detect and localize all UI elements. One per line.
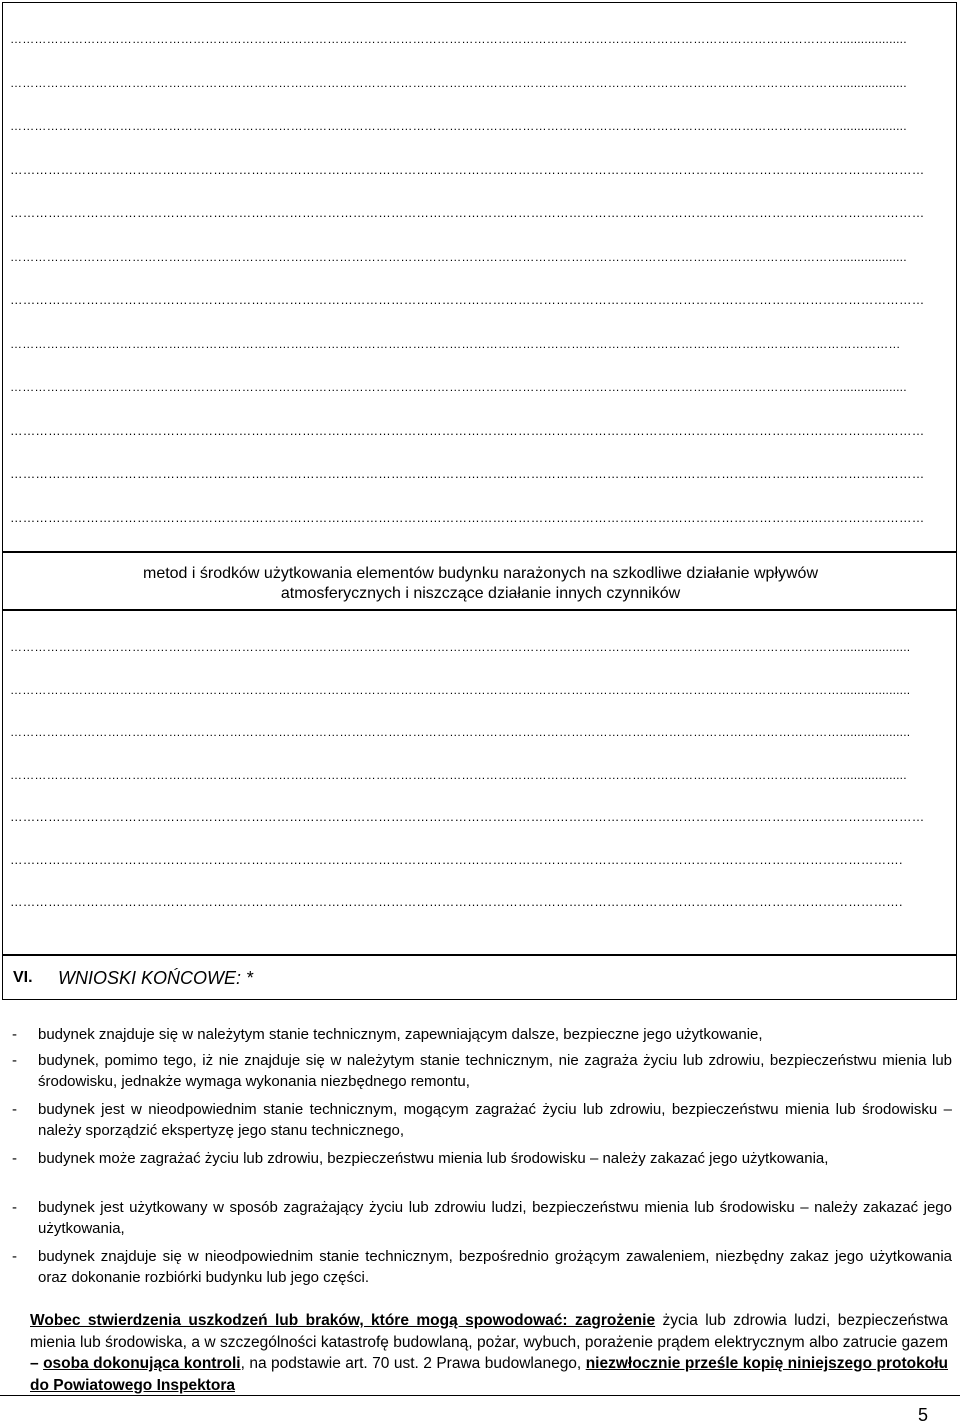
- section-heading-line2: atmosferycznych i niszczące działanie innych czynników: [280, 585, 681, 602]
- final-part5: , na podstawie art. 70 ust. 2 Prawa budowlanego,: [240, 1355, 586, 1372]
- dotted-line: ………………………………………………………………………………………………………………………………………………………………………………………………: [10, 206, 925, 220]
- dotted-line: ……………………………………………………………………………………………………………………………………………………………………………………...................: [10, 32, 907, 46]
- conclusion-text: budynek, pomimo tego, iż nie znajduje się w należytym stanie technicznym, nie zagraża życiu lub zdrowiu, bezpieczeństwu mienia lub środowisku, jednakże wymaga wykonania niezbędnego remontu,: [38, 1052, 952, 1090]
- section-number: VI.: [13, 969, 33, 986]
- dotted-line: ……………………………………………………………………………………………………………………………………………………………………………………....................: [10, 725, 911, 739]
- dotted-line: ……………………………………………………………………………………………………………………………………………………………………………………....................: [10, 640, 911, 654]
- conclusion-item: [12, 1246, 952, 1288]
- dotted-line: ………………………………………………………………………………………………………………………………………………………………………………………….: [10, 852, 903, 867]
- section-heading-line1: metod i środków użytkowania elementów budynku narażonych na szkodliwe działanie wpływów: [142, 565, 818, 582]
- dotted-line: ………………………………………………………………………………………………………………………………………………………………………………………………: [10, 810, 925, 824]
- bullet-dash: -: [12, 1101, 17, 1118]
- bullet-dash: -: [12, 1052, 17, 1069]
- final-part2: życia lub zdrowia ludzi, bezpieczeństwa mienia lub środowiska, a w szczególności katastrofę budowlaną, pożar, wybuch, porażenie prądem elektrycznym albo zatrucie gazem: [30, 1312, 948, 1351]
- dotted-line: ……………………………………………………………………………………………………………………………………………………………………………………...................: [10, 249, 907, 264]
- dotted-line: ………………………………………………………………………………………………………………………………………………………………………………………………: [10, 467, 925, 481]
- conclusion-item: [12, 1099, 952, 1141]
- bullet-dash: -: [12, 1199, 17, 1216]
- final-part1: Wobec stwierdzenia uszkodzeń lub braków, które mogą spowodować: zagrożenie: [30, 1312, 656, 1329]
- final-part4: osoba dokonująca kontroli: [43, 1355, 241, 1372]
- final-paragraph: [30, 1310, 948, 1396]
- bottom-rule: [0, 1395, 960, 1396]
- bullet-dash: -: [12, 1248, 17, 1265]
- dotted-line: ………………………………………………………………………………………………………………………………………………………………………………………….: [10, 895, 903, 909]
- dotted-line: ………………………………………………………………………………………………………………………………………………………………………………………………: [10, 423, 925, 438]
- conclusion-text: budynek może zagrażać życiu lub zdrowiu, bezpieczeństwu mienia lub środowisku – należy zakazać jego użytkowania,: [38, 1150, 829, 1167]
- dotted-line: ………………………………………………………………………………………………………………………………………………………………………………………………: [10, 293, 925, 307]
- dotted-line: ……………………………………………………………………………………………………………………………………………………………………………………....................: [10, 682, 911, 697]
- conclusion-item: [12, 1197, 952, 1239]
- dotted-line: …………………………………………………………………………………………………………………………………………………………………………………………………: [10, 336, 901, 351]
- dotted-line: ……………………………………………………………………………………………………………………………………………………………………………………...................: [10, 767, 907, 782]
- section-heading-box: [2, 552, 957, 610]
- conclusion-item: [12, 1050, 952, 1092]
- dotted-line: ……………………………………………………………………………………………………………………………………………………………………………………...................: [10, 380, 907, 394]
- dotted-line: ………………………………………………………………………………………………………………………………………………………………………………………………: [10, 510, 925, 525]
- page-number: 5: [918, 1405, 929, 1425]
- conclusion-text: budynek jest użytkowany w sposób zagrażający życiu lub zdrowiu ludzi, bezpieczeństwu mienia lub środowisku – należy zakazać jego użytkowania,: [38, 1199, 952, 1237]
- conclusion-item: [12, 1024, 952, 1045]
- conclusion-text: budynek znajduje się w należytym stanie technicznym, zapewniającym dalsze, bezpieczne jego użytkowanie,: [38, 1026, 763, 1043]
- conclusion-text: budynek znajduje się w nieodpowiednim stanie technicznym, bezpośrednio grożącym zawaleniem, niezbędny zakaz jego użytkowania oraz dokonanie rozbiórki budynku lub jego części.: [38, 1248, 952, 1286]
- conclusions-header: [2, 955, 957, 1000]
- bullet-dash: -: [12, 1150, 17, 1167]
- final-part3: –: [30, 1355, 39, 1372]
- dotted-line: ……………………………………………………………………………………………………………………………………………………………………………………...................: [10, 119, 907, 133]
- final-part6: niezwłocznie prześle kopię niniejszego protokołu do Powiatowego Inspektora: [30, 1355, 948, 1394]
- section-title: WNIOSKI KOŃCOWE: *: [58, 968, 254, 988]
- bullet-dash: -: [12, 1026, 17, 1043]
- conclusion-text: budynek jest w nieodpowiednim stanie technicznym, mogącym zagrażać życiu lub zdrowiu, bezpieczeństwu mienia lub środowisku – należy sporządzić ekspertyzę jego stanu technicznego,: [38, 1101, 952, 1139]
- dotted-line: ……………………………………………………………………………………………………………………………………………………………………………………...................: [10, 75, 907, 90]
- conclusion-item: [12, 1148, 952, 1169]
- dotted-line: ………………………………………………………………………………………………………………………………………………………………………………………………: [10, 162, 925, 177]
